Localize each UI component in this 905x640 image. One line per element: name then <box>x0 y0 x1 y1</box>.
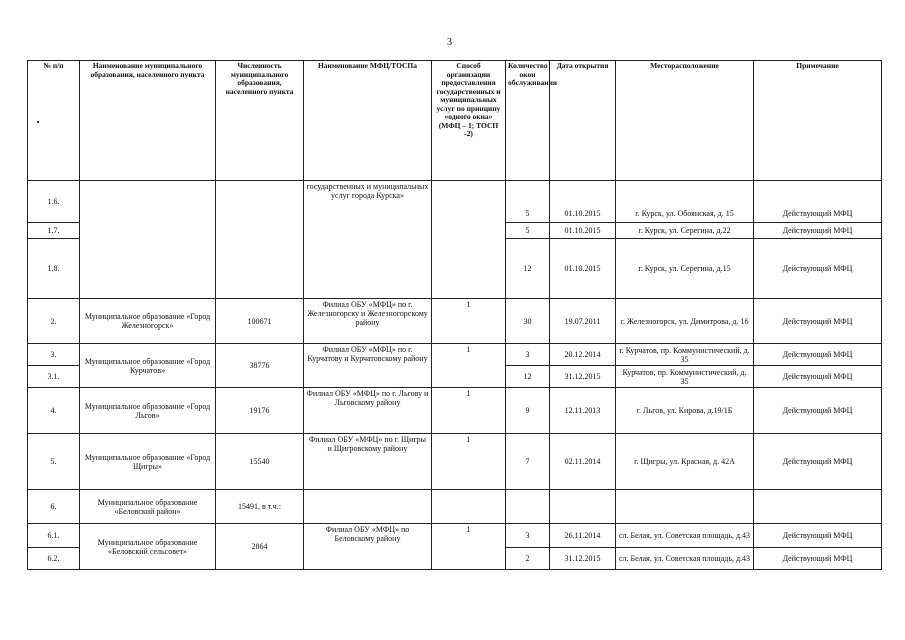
cell-note: Действующий МФЦ <box>754 239 882 299</box>
table-header-row <box>28 61 882 181</box>
header-mfc: Наименование МФЦ/ТОСПа <box>304 61 432 181</box>
cell-name: Муниципальное образование «Город Курчатов» <box>80 344 216 388</box>
cell-num: 1.6. <box>28 181 80 223</box>
cell-windows: 2 <box>506 548 550 570</box>
cell-num: 1.7. <box>28 223 80 239</box>
cell-num: 2. <box>28 299 80 344</box>
cell-windows: 5 <box>506 181 550 223</box>
table-row <box>28 299 882 344</box>
cell-location: г. Льгов, ул. Кирова, д.19/1Б <box>616 388 754 434</box>
cell-location: сл. Белая, ул. Советская площадь, д.43 <box>616 524 754 548</box>
cell-windows: 9 <box>506 388 550 434</box>
header-num: № п/п <box>28 61 80 181</box>
cell-location: сл. Белая, ул. Советская площадь, д.43 <box>616 548 754 570</box>
cell-name: Муниципальное образование «Беловский сельсовет» <box>80 524 216 570</box>
cell-location: г. Курск, ул. Обоянская, д. 15 <box>616 181 754 223</box>
cell-mfc: Филиал ОБУ «МФЦ» по г. Железногорску и Железногорскому району <box>304 299 432 344</box>
cell-population: 15491, в т.ч.: <box>216 490 304 524</box>
table-row <box>28 181 882 223</box>
header-date: Дата открытия <box>550 61 616 181</box>
cell-date <box>550 490 616 524</box>
cell-population: 19176 <box>216 388 304 434</box>
cell-population: 2864 <box>216 524 304 570</box>
cell-location: г. Курчатов, пр. Коммунистический, д. 35 <box>616 344 754 366</box>
cell-num: 3.1. <box>28 366 80 388</box>
cell-note: Действующий МФЦ <box>754 388 882 434</box>
cell-windows: 5 <box>506 223 550 239</box>
cell-method: 1 <box>432 344 506 388</box>
cell-method <box>432 181 506 299</box>
cell-method: 1 <box>432 524 506 570</box>
cell-date: 26.11.2014 <box>550 524 616 548</box>
header-note: Примечание <box>754 61 882 181</box>
cell-num: 6. <box>28 490 80 524</box>
cell-method <box>432 490 506 524</box>
cell-mfc: государственных и муниципальных услуг города Курска» <box>304 181 432 299</box>
cell-name: Муниципальное образование «Город Щигры» <box>80 434 216 490</box>
header-location: Месторасположение <box>616 61 754 181</box>
cell-location: г. Курск, ул. Серегина, д.22 <box>616 223 754 239</box>
cell-population: 100671 <box>216 299 304 344</box>
cell-population <box>216 181 304 299</box>
header-method: Способ организации предоставления государственных и муниципальных услуг по принципу «одного окна» (МФЦ – 1; ТОСП -2) <box>432 61 506 181</box>
header-name: Наименование муниципального образования, населенного пункта <box>80 61 216 181</box>
cell-windows <box>506 490 550 524</box>
cell-location <box>616 490 754 524</box>
cell-population: 38776 <box>216 344 304 388</box>
mfc-table <box>27 60 882 570</box>
cell-date: 01.10.2015 <box>550 181 616 223</box>
cell-windows: 7 <box>506 434 550 490</box>
cell-date: 01.10.2015 <box>550 223 616 239</box>
cell-location: г. Железногорск, ул. Димитрова, д. 16 <box>616 299 754 344</box>
cell-note <box>754 490 882 524</box>
cell-num: 1.8. <box>28 239 80 299</box>
cell-location: г. Курск, ул. Серегина, д.15 <box>616 239 754 299</box>
cell-note: Действующий МФЦ <box>754 299 882 344</box>
cell-mfc: Филиал ОБУ «МФЦ» по г. Щигры и Щигровскому району <box>304 434 432 490</box>
header-windows: Количество окон обслуживания <box>506 61 550 181</box>
table-row <box>28 388 882 434</box>
table-row <box>28 490 882 524</box>
cell-num: 6.2. <box>28 548 80 570</box>
cell-name: Муниципальное образование «Беловский район» <box>80 490 216 524</box>
page-number: 3 <box>447 37 452 48</box>
cell-windows: 3 <box>506 344 550 366</box>
cell-date: 12.11.2013 <box>550 388 616 434</box>
cell-name: Муниципальное образование «Город Льгов» <box>80 388 216 434</box>
cell-date: 19.07.2011 <box>550 299 616 344</box>
cell-windows: 12 <box>506 239 550 299</box>
table-row <box>28 524 882 548</box>
cell-num: 3. <box>28 344 80 366</box>
table-row <box>28 434 882 490</box>
cell-name <box>80 181 216 299</box>
cell-num: 5. <box>28 434 80 490</box>
cell-mfc: Филиал ОБУ «МФЦ» по г. Курчатову и Курчатовскому району <box>304 344 432 388</box>
cell-num: 6.1. <box>28 524 80 548</box>
cell-method: 1 <box>432 388 506 434</box>
cell-num: 4. <box>28 388 80 434</box>
cell-method: 1 <box>432 299 506 344</box>
cell-method: 1 <box>432 434 506 490</box>
header-population: Численность муниципального образования, населенного пункта <box>216 61 304 181</box>
cell-windows: 12 <box>506 366 550 388</box>
cell-date: 31.12.2015 <box>550 366 616 388</box>
cell-population: 15540 <box>216 434 304 490</box>
cell-date: 31.12.2015 <box>550 548 616 570</box>
cell-name: Муниципальное образование «Город Железногорск» <box>80 299 216 344</box>
cell-note: Действующий МФЦ <box>754 524 882 548</box>
cell-location: Курчатов, пр. Коммунистический, д. 35 <box>616 366 754 388</box>
table-row <box>28 344 882 366</box>
cell-note: Действующий МФЦ <box>754 223 882 239</box>
cell-windows: 3 <box>506 524 550 548</box>
cell-note: Действующий МФЦ <box>754 366 882 388</box>
cell-mfc <box>304 490 432 524</box>
cell-date: 20.12.2014 <box>550 344 616 366</box>
cell-date: 02.11.2014 <box>550 434 616 490</box>
cell-note: Действующий МФЦ <box>754 434 882 490</box>
cell-mfc: Филиал ОБУ «МФЦ» по г. Льгову и Льговскому району <box>304 388 432 434</box>
cell-note: Действующий МФЦ <box>754 181 882 223</box>
cell-date: 01.10.2015 <box>550 239 616 299</box>
cell-note: Действующий МФЦ <box>754 548 882 570</box>
cell-windows: 30 <box>506 299 550 344</box>
cell-location: г. Щигры, ул. Красная, д. 42А <box>616 434 754 490</box>
cell-note: Действующий МФЦ <box>754 344 882 366</box>
cell-mfc: Филиал ОБУ «МФЦ» по Беловскому району <box>304 524 432 570</box>
